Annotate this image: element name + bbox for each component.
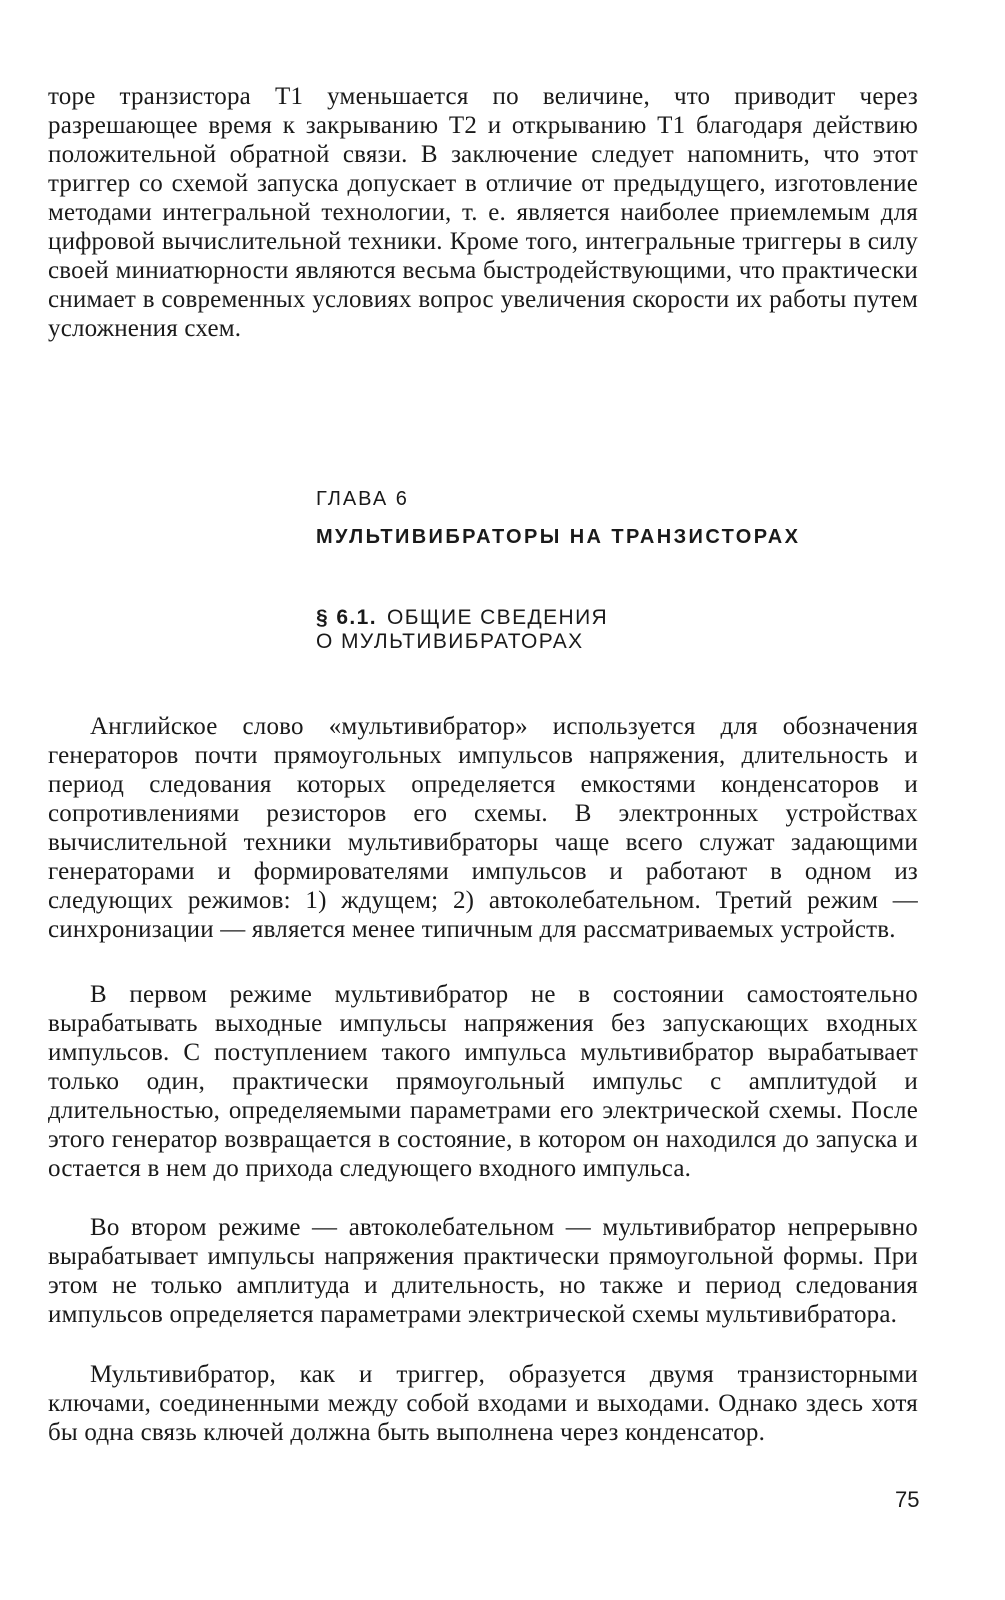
chapter-title: МУЛЬТИВИБРАТОРЫ НА ТРАНЗИСТОРАХ [316,526,801,548]
paragraph-1: Английское слово «мультивибратор» используется для обозначения генераторов почти прямоугольных импульсов напряжения, длительность и период следования которых определяется емкостями конденсаторов и сопротивлениями резисторов его схемы. В электронных устройствах вычислительной техники мультивибраторы чаще всего служат задающими генераторами и формирователями импульсов и работают в одном из следующих режимов: 1) ждущем; 2) автоколебательном. Третий режим — синхронизации — является менее типичным для рассматриваемых устройств. [48,713,918,943]
continued-paragraph: торе транзистора Т1 уменьшается по величине, что приводит через разрешающее время к закрыванию Т2 и открыванию Т1 благодаря действию положительной обратной связи. В заключение следует напомнить, что этот триггер со схемой запуска допускает в отличие от предыдущего, изготовление методами интегральной технологии, т. е. является наиболее приемлемым для цифровой вычислительной техники. Кроме того, интегральные триггеры в силу своей миниатюрности являются весьма быстродействующими, что практически снимает в современных условиях вопрос увеличения скорости их работы путем усложнения схем. [48,83,918,342]
paragraph-2: В первом режиме мультивибратор не в состоянии самостоятельно вырабатывать выходные импульсы напряжения без запускающих входных импульсов. С поступлением такого импульса мультивибратор вырабатывает только один, практически прямоугольный импульс с амплитудой и длительностью, определяемыми параметрами его электрической схемы. После этого генератор возвращается в состояние, в котором он находился до запуска и остается в нем до прихода следующего входного импульса. [48,981,918,1182]
chapter-label: ГЛАВА 6 [316,488,409,510]
paragraph-3: Во втором режиме — автоколебательном — мультивибратор непрерывно вырабатывает импульсы напряжения практически прямоугольной формы. При этом не только амплитуда и длительность, но также и период следования импульсов определяется параметрами электрической схемы мультивибратора. [48,1214,918,1328]
section-title-line2: О МУЛЬТИВИБРАТОРАХ [316,630,584,653]
paragraph-4: Мультивибратор, как и триггер, образуется двумя транзисторными ключами, соединенными между собой входами и выходами. Однако здесь хотя бы одна связь ключей должна быть выполнена через конденсатор. [48,1361,918,1446]
page-number: 75 [895,1487,920,1512]
section-number: § 6.1. [316,606,377,629]
section-heading-line1 [316,606,608,630]
section-heading [316,606,608,654]
section-title-line1: ОБЩИЕ СВЕДЕНИЯ [386,606,609,629]
